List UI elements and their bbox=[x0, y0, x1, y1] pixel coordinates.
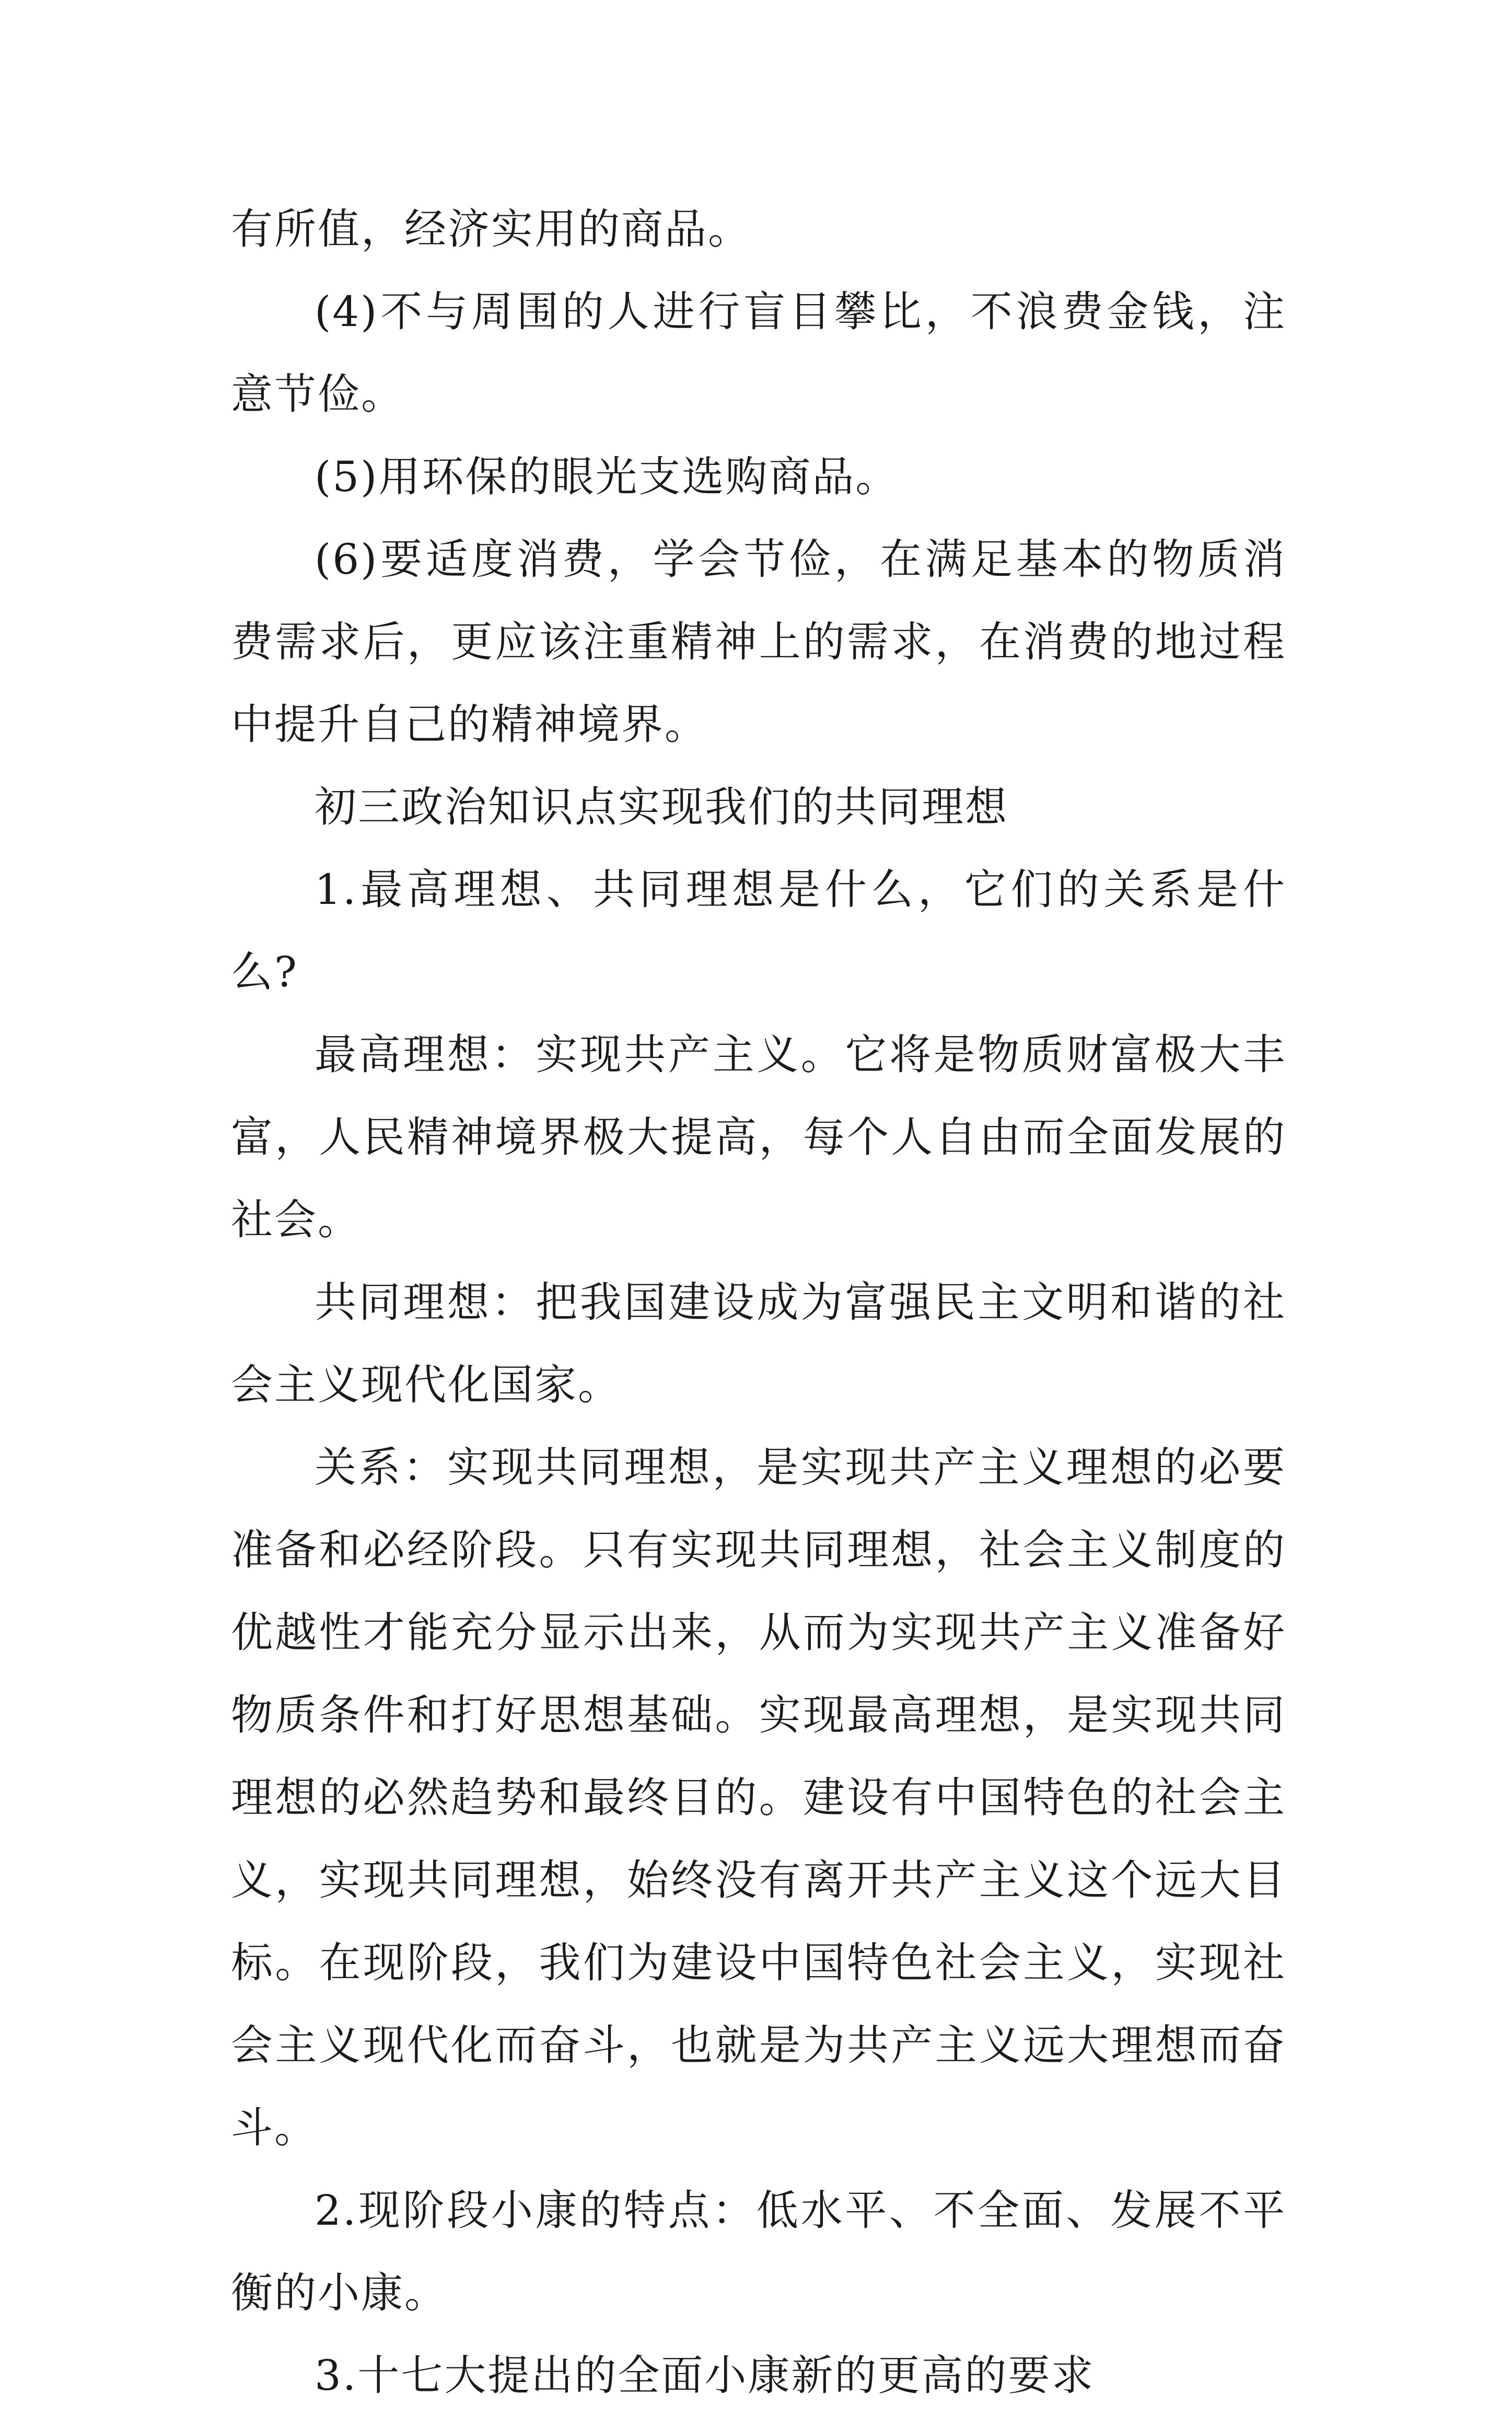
paragraph: 共同理想：把我国建设成为富强民主文明和谐的社会主义现代化国家。 bbox=[231, 1278, 1286, 1409]
paragraph: (4)不与周围的人进行盲目攀比，不浪费金钱，注意节俭。 bbox=[231, 287, 1286, 419]
paragraph: (6)要适度消费，学会节俭，在满足基本的物质消费需求后，更应该注重精神上的需求，在消费的地过程中提升自己的精神境界。 bbox=[231, 535, 1286, 749]
paragraph: 最高理想：实现共产主义。它将是物质财富极大丰富，人民精神境界极大提高，每个人自由而全面发展的社会。 bbox=[231, 1030, 1286, 1244]
paragraph: 关系：实现共同理想，是实现共产主义理想的必要准备和必经阶段。只有实现共同理想，社会主义制度的优越性才能充分显示出来，从而为实现共产主义准备好物质条件和打好思想基础。实现最高理想，是实现共同理想的必然趋势和最终目的。建设有中国特色的社会主义，实现共同理想，始终没有离开共产主义这个远大目标。在现阶段，我们为建设中国特色社会主义，实现社会主义现代化而奋斗，也就是为共产主义远大理想而奋斗。 bbox=[231, 1443, 1286, 2152]
document-body bbox=[231, 188, 1286, 2417]
paragraph: 3.十七大提出的全面小康新的更高的要求 bbox=[315, 2351, 1095, 2400]
paragraph: 2.现阶段小康的特点：低水平、不全面、发展不平衡的小康。 bbox=[231, 2186, 1286, 2317]
paragraph: (5)用环保的眼光支选购商品。 bbox=[315, 452, 899, 501]
section-heading: 初三政治知识点实现我们的共同理想 bbox=[315, 783, 1008, 831]
paragraph: 有所值，经济实用的商品。 bbox=[231, 205, 751, 253]
question-heading: 1.最高理想、共同理想是什么，它们的关系是什么? bbox=[231, 865, 1286, 996]
